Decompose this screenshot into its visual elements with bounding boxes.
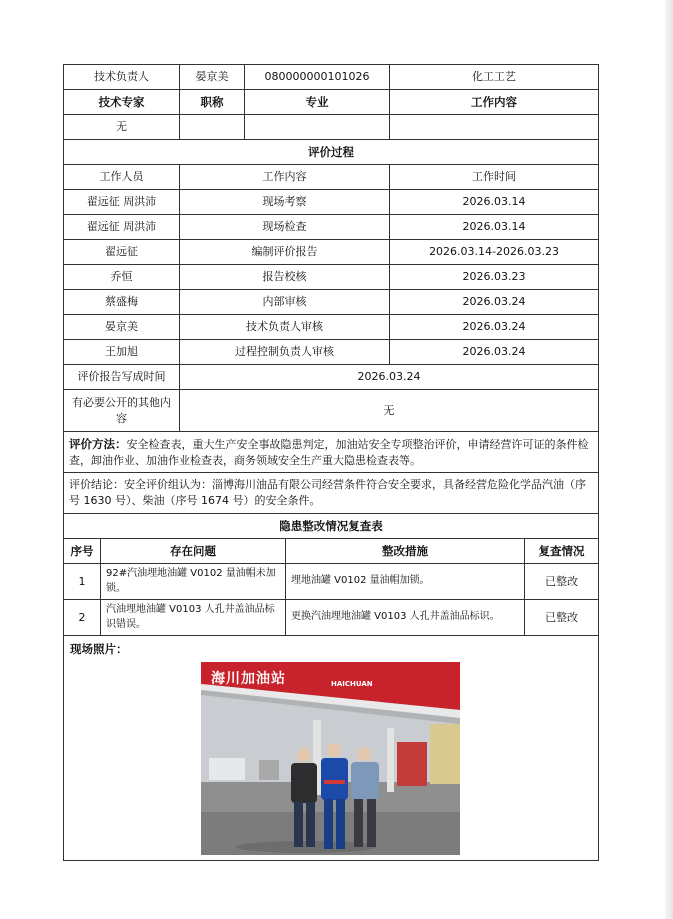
- rectification-status: 已整改: [525, 600, 599, 636]
- process-person: 王加旭: [64, 340, 180, 365]
- process-person: 蔡盛梅: [64, 290, 180, 315]
- process-row: [64, 290, 599, 315]
- site-photo-cell: [64, 636, 599, 861]
- process-date: 2026.03.23: [390, 265, 599, 290]
- report-table: [63, 64, 599, 861]
- process-task: 过程控制负责人审核: [180, 340, 390, 365]
- experts-cell: [180, 115, 245, 140]
- evaluation-conclusion: [64, 473, 599, 514]
- tech-lead-row: [64, 65, 599, 90]
- rectification-header-row: [64, 539, 599, 564]
- public-info-label: 有必要公开的其他内容: [64, 390, 180, 432]
- experts-header: 技术专家: [64, 90, 180, 115]
- tech-lead-specialty: 化工工艺: [390, 65, 599, 90]
- process-date: 2026.03.24: [390, 315, 599, 340]
- process-task: 报告校核: [180, 265, 390, 290]
- process-header: 工作内容: [180, 165, 390, 190]
- process-row: [64, 265, 599, 290]
- report-date-row: [64, 365, 599, 390]
- rectification-header: 复查情况: [525, 539, 599, 564]
- rectification-no: 1: [64, 564, 101, 600]
- sign-en-text: HAICHUAN: [331, 679, 373, 688]
- process-header: 工作时间: [390, 165, 599, 190]
- process-person: 翟远征 周洪沛: [64, 215, 180, 240]
- process-date: 2026.03.24: [390, 340, 599, 365]
- site-photo: [201, 662, 460, 855]
- process-header: 工作人员: [64, 165, 180, 190]
- report-date-label: 评价报告写成时间: [64, 365, 180, 390]
- rectification-row: [64, 600, 599, 636]
- rectification-title-row: [64, 514, 599, 539]
- process-task: 编制评价报告: [180, 240, 390, 265]
- process-task: 内部审核: [180, 290, 390, 315]
- rectification-no: 2: [64, 600, 101, 636]
- process-person: 晏京美: [64, 315, 180, 340]
- report-date-value: 2026.03.24: [180, 365, 599, 390]
- conclusion-label: 评价结论：: [69, 478, 124, 492]
- process-title-row: [64, 140, 599, 165]
- tech-lead-cert: 080000000101026: [245, 65, 390, 90]
- conclusion-text: 安全评价组认为：淄博海川油品有限公司经营条件符合安全要求，具备经营危险化学品汽油（序号 1630 号）、柴油（序号 1674 号）的安全条件。: [69, 478, 586, 507]
- sign-text: 海川加油站: [211, 670, 286, 687]
- experts-cell: 无: [64, 115, 180, 140]
- experts-header: 职称: [180, 90, 245, 115]
- photo-label: 现场照片：: [70, 642, 128, 656]
- conclusion-row: [64, 473, 599, 514]
- process-date: 2026.03.14-2026.03.23: [390, 240, 599, 265]
- process-row: [64, 190, 599, 215]
- photo-row: [64, 636, 599, 861]
- process-row: [64, 340, 599, 365]
- rectification-measure: 埋地油罐 V0102 量油帽加锁。: [286, 564, 525, 600]
- process-task: 现场考察: [180, 190, 390, 215]
- method-text: 安全检查表，重大生产安全事故隐患判定，加油站安全专项整治评价，申请经营许可证的条件检查，卸油作业、加油作业检查表，商务领域安全生产重大隐患检查表等。: [69, 437, 589, 467]
- process-row: [64, 215, 599, 240]
- rectification-row: [64, 564, 599, 600]
- rectification-issue: 汽油埋地油罐 V0103 人孔井盖油品标识错误。: [101, 600, 286, 636]
- gas-station-photo: [201, 662, 460, 855]
- experts-row: [64, 115, 599, 140]
- process-person: 乔恒: [64, 265, 180, 290]
- evaluation-method: [64, 432, 599, 473]
- experts-header: 专业: [245, 90, 390, 115]
- public-info-value: 无: [180, 390, 599, 432]
- method-row: [64, 432, 599, 473]
- process-row: [64, 315, 599, 340]
- experts-cell: [390, 115, 599, 140]
- process-date: 2026.03.14: [390, 215, 599, 240]
- rectification-title: 隐患整改情况复查表: [64, 514, 599, 539]
- process-header-row: [64, 165, 599, 190]
- page-edge: [665, 0, 673, 919]
- rectification-header: 整改措施: [286, 539, 525, 564]
- process-task: 技术负责人审核: [180, 315, 390, 340]
- public-info-row: [64, 390, 599, 432]
- rectification-status: 已整改: [525, 564, 599, 600]
- tech-lead-label: 技术负责人: [64, 65, 180, 90]
- experts-header-row: [64, 90, 599, 115]
- process-person: 翟远征: [64, 240, 180, 265]
- document-page: [63, 64, 598, 861]
- process-date: 2026.03.24: [390, 290, 599, 315]
- tech-lead-name: 晏京美: [180, 65, 245, 90]
- process-date: 2026.03.14: [390, 190, 599, 215]
- rectification-measure: 更换汽油埋地油罐 V0103 人孔井盖油品标识。: [286, 600, 525, 636]
- process-row: [64, 240, 599, 265]
- process-title: 评价过程: [64, 140, 599, 165]
- experts-cell: [245, 115, 390, 140]
- method-label: 评价方法：: [69, 436, 127, 451]
- rectification-header: 存在问题: [101, 539, 286, 564]
- process-person: 翟远征 周洪沛: [64, 190, 180, 215]
- rectification-issue: 92#汽油埋地油罐 V0102 量油帽未加锁。: [101, 564, 286, 600]
- process-task: 现场检查: [180, 215, 390, 240]
- experts-header: 工作内容: [390, 90, 599, 115]
- rectification-header: 序号: [64, 539, 101, 564]
